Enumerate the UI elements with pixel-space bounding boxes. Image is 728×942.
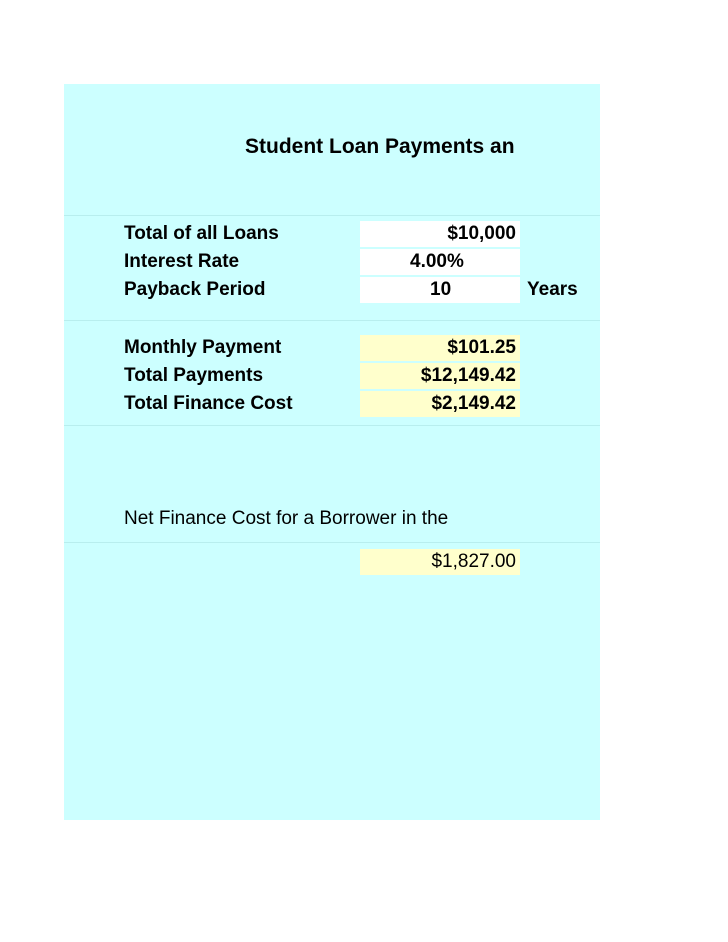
interest-rate-label: Interest Rate: [124, 251, 240, 272]
total-loans-cell[interactable]: $10,000: [360, 221, 520, 247]
total-loans-label: Total of all Loans: [124, 223, 279, 244]
net-finance-cost-cell: $1,827.00: [360, 549, 520, 575]
monthly-payment-cell: $101.25: [360, 335, 520, 361]
sheet-title: Student Loan Payments an: [245, 135, 515, 158]
total-payments-cell: $12,149.42: [360, 363, 520, 389]
total-finance-cost-label: Total Finance Cost: [124, 393, 293, 414]
row-gridline: [64, 425, 600, 426]
payback-period-label: Payback Period: [124, 279, 266, 300]
payback-period-cell[interactable]: 10: [360, 277, 520, 303]
row-gridline: [64, 320, 600, 321]
interest-rate-cell[interactable]: 4.00%: [360, 249, 520, 275]
row-gridline: [64, 215, 600, 216]
spreadsheet-area: [64, 84, 600, 820]
net-finance-cost-label: Net Finance Cost for a Borrower in the: [124, 508, 449, 529]
total-payments-label: Total Payments: [124, 365, 264, 386]
row-gridline: [64, 542, 600, 543]
payback-period-unit: Years: [527, 279, 578, 300]
monthly-payment-label: Monthly Payment: [124, 337, 282, 358]
total-finance-cost-cell: $2,149.42: [360, 391, 520, 417]
